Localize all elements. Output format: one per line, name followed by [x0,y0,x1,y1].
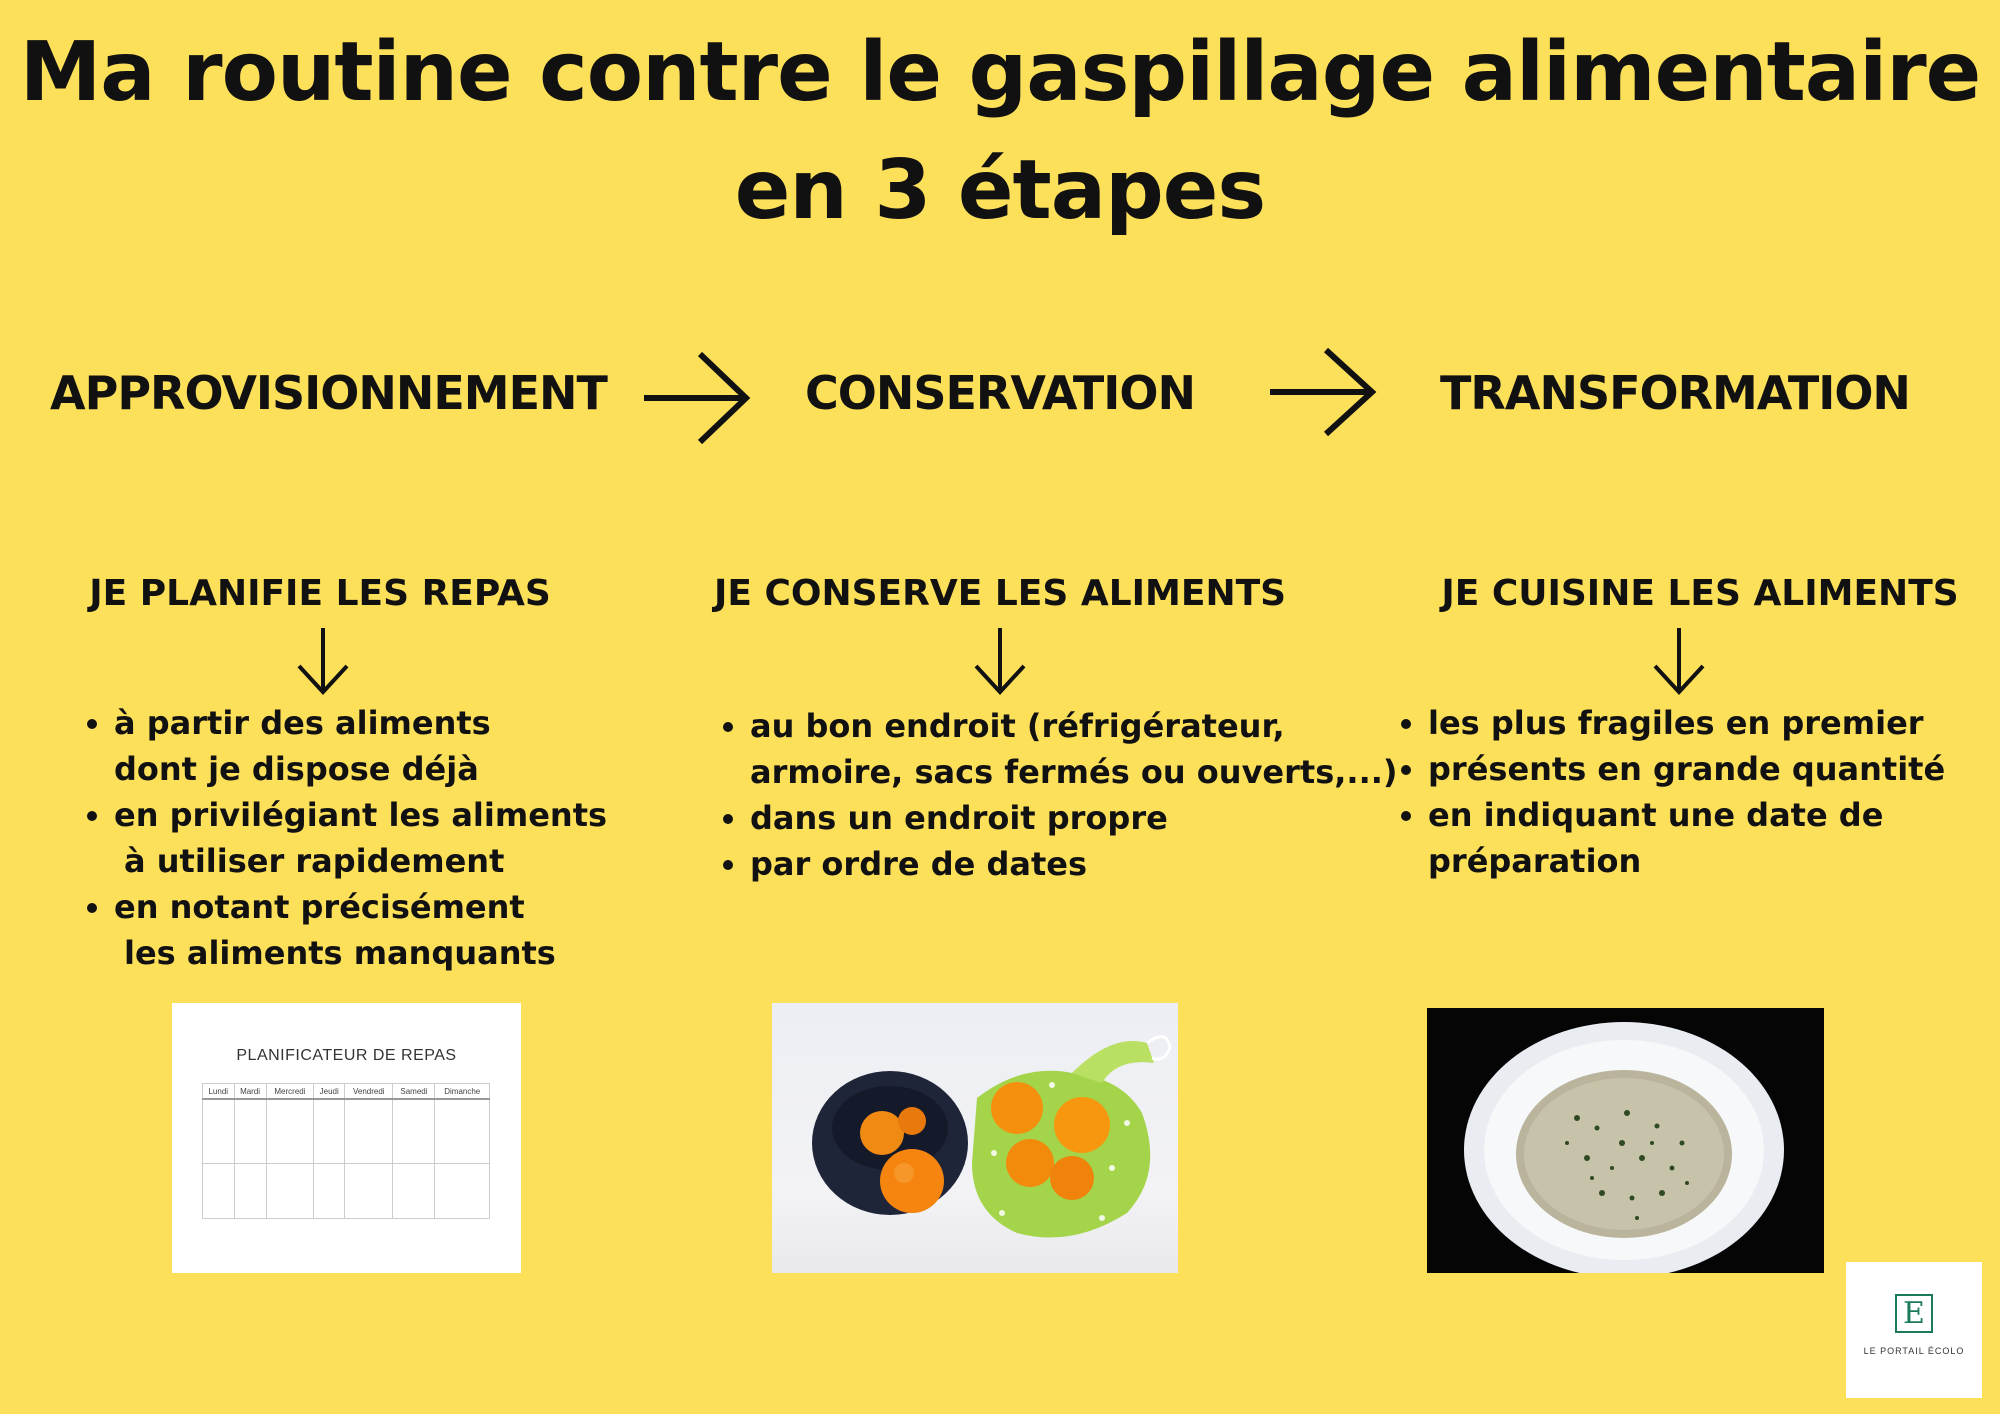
page-title [0,14,2000,250]
stage-transformation: TRANSFORMATION [1440,366,1910,420]
column-heading-cuisine: JE CUISINE LES ALIMENTS [1441,573,1959,614]
stage-conservation: CONSERVATION [805,366,1195,420]
logo-brand-text: LE PORTAIL ÉCOLO [1863,1346,1965,1356]
meal-planner-image [172,1003,521,1273]
oranges-bags-image [772,1003,1178,1273]
planner-day-header: Mardi [234,1084,266,1100]
bullet-list-cuisine [1390,700,2000,884]
list-item: • les plus fragiles en premier [1428,700,2000,746]
list-item: • en notant précisément les aliments manquants [114,884,674,976]
bullet-list-conserve [712,703,1400,887]
column-heading-planifie: JE PLANIFIE LES REPAS [89,573,551,614]
column-heading-conserve: JE CONSERVE LES ALIMENTS [713,573,1287,614]
planner-table [202,1083,490,1219]
list-item: • en privilégiant les aliments à utiliser rapidement [114,792,674,884]
title-line-2: en 3 étapes [734,143,1266,238]
list-item: • à partir des aliments dont je dispose déjà [114,700,674,792]
arrow-right-icon [642,348,752,444]
list-item: • par ordre de dates [750,841,1400,887]
bullet-list-planifie [76,700,674,976]
planner-title: PLANIFICATEUR DE REPAS [236,1047,457,1064]
stage-approvisionnement: APPROVISIONNEMENT [50,366,607,420]
arrow-right-icon [1268,348,1378,444]
soup-bowl-illustration [1427,1008,1824,1273]
list-item: • au bon endroit (réfrigérateur, armoire, sacs fermés ou ouverts,...) [750,703,1400,795]
logo-mark: E [1846,1296,1982,1331]
arrow-down-icon [1649,626,1709,696]
arrow-down-icon [293,626,353,696]
soup-bowl-image [1427,1008,1824,1273]
list-item: • en indiquant une date de préparation [1428,792,2000,884]
planner-day-header: Lundi [203,1084,235,1100]
planner-day-header: Dimanche [435,1084,490,1100]
le-portail-ecolo-logo [1846,1262,1982,1398]
planner-day-header: Jeudi [314,1084,345,1100]
list-item: • présents en grande quantité [1428,746,2000,792]
planner-day-header: Samedi [393,1084,435,1100]
oranges-bags-illustration [772,1003,1178,1273]
planner-day-header: Vendredi [345,1084,393,1100]
title-line-1: Ma routine contre le gaspillage alimentaire [19,25,1981,120]
arrow-down-icon [970,626,1030,696]
list-item: • dans un endroit propre [750,795,1400,841]
planner-day-header: Mercredi [266,1084,314,1100]
